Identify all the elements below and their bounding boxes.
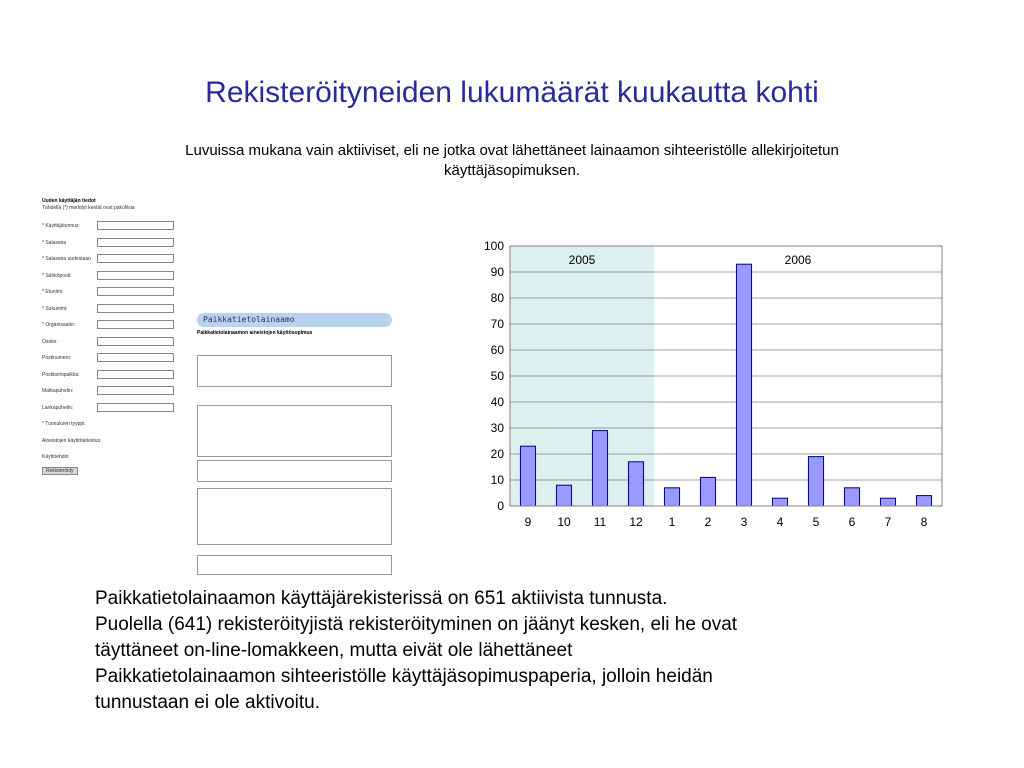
agreement-form-image (195, 310, 400, 585)
bar (628, 462, 643, 506)
y-tick-label: 10 (490, 473, 504, 487)
x-tick-label: 3 (740, 515, 748, 529)
x-tick-label: 2 (704, 515, 712, 529)
y-tick-label: 60 (490, 343, 504, 357)
bar (844, 488, 859, 506)
y-tick-label: 50 (490, 369, 504, 383)
form-field-label: Aineistojen käyttötarkoitus: (42, 437, 102, 444)
form-field-input (97, 287, 174, 296)
form-field-label: * Salasana (42, 239, 67, 246)
form-field-input (97, 320, 174, 329)
description-line-2: Puolella (641) rekisteröityjistä rekisteröityminen on jäänyt kesken, eli he ovat (95, 614, 738, 635)
form-heading: Uuden käyttäjän tiedot (42, 198, 96, 204)
form-field-input (97, 370, 174, 379)
y-tick-label: 90 (490, 265, 504, 279)
x-tick-label: 1 (668, 515, 676, 529)
x-tick-label: 8 (920, 515, 928, 529)
form-field-input (97, 337, 174, 346)
y-tick-label: 100 (483, 239, 504, 253)
form-field-label: * Sähköposti: (42, 272, 72, 279)
form-field-input (97, 353, 174, 362)
form-field-label: Matkapuhelin: (42, 388, 74, 394)
register-button: Rekisteröidy (42, 467, 78, 475)
bar (808, 457, 823, 506)
bar (772, 498, 787, 506)
form-note: Tähdellä (*) merkityt kentät ovat pakollisia (42, 205, 135, 211)
agreement-footer (197, 555, 392, 575)
form-field-input (97, 403, 174, 412)
y-tick-label: 80 (490, 291, 504, 305)
form-field-label: Käyttöehdot (42, 454, 69, 460)
period-label: 2006 (784, 253, 812, 267)
bar (880, 498, 895, 506)
x-tick-label: 9 (524, 515, 532, 529)
form-field-label: * Organisaatio: (42, 322, 76, 328)
x-tick-label: 7 (884, 515, 892, 529)
agreement-purpose-box (197, 405, 392, 457)
agreement-table (197, 355, 392, 387)
bar (736, 264, 751, 506)
x-tick-label: 5 (812, 515, 820, 529)
form-field-input (97, 221, 174, 230)
description-line-1: Paikkatietolainaamon käyttäjärekisterissä on 651 aktiivista tunnusta. (95, 588, 668, 609)
form-field-label: * Etunimi: (42, 289, 64, 295)
agreement-header: Paikkatietolainaamo (197, 313, 392, 327)
form-field-label: * Sukunimi: (42, 305, 68, 312)
description-line-4: Paikkatietolainaamon sihteeristölle käyttäjäsopimuspaperia, jolloin heidän (95, 666, 713, 687)
agreement-signature-table (197, 488, 392, 545)
form-field-input (97, 254, 174, 263)
bar (664, 488, 679, 506)
bar (592, 431, 607, 506)
form-field-label: Postinumero: (42, 355, 72, 361)
y-tick-label: 0 (497, 499, 504, 513)
form-field-label: * Salasana uudestaan (42, 256, 91, 262)
description-line-3: täyttäneet on-line-lomakkeen, mutta eivät ole lähettäneet (95, 640, 573, 661)
registration-form-image (40, 195, 200, 478)
form-field-input (97, 386, 174, 395)
bar (520, 446, 535, 506)
agreement-title: Paikkatietolainaamon aineistojen käyttösopimus (197, 330, 313, 336)
slide-subtitle: Luvuissa mukana vain aktiiviset, eli ne jotka ovat lähettäneet lainaamon sihteeristölle allekirjoitetun käyttäjäsopimuksen. (185, 142, 839, 179)
form-field-label: * Tunnuksen tyyppi: (42, 421, 86, 427)
x-tick-label: 10 (557, 515, 571, 529)
registrations-bar-chart (480, 238, 950, 538)
form-field-label: Postitoimipaikka: (42, 371, 80, 378)
bar (700, 477, 715, 506)
slide-title: Rekisteröityneiden lukumäärät kuukautta kohti (205, 76, 819, 109)
agreement-terms-box (197, 460, 392, 482)
x-tick-label: 12 (629, 515, 643, 529)
bar (556, 485, 571, 506)
x-tick-label: 6 (848, 515, 856, 529)
form-field-label: Osoite: (42, 338, 58, 345)
description-line-5: tunnustaan ei ole aktivoitu. (95, 692, 320, 713)
x-tick-label: 11 (593, 515, 607, 529)
form-field-label: Lankapuhelin: (42, 404, 74, 411)
y-tick-label: 40 (490, 395, 504, 409)
form-field-input (97, 238, 174, 247)
description (95, 586, 895, 716)
form-field-input (97, 304, 174, 313)
form-screenshots (40, 195, 410, 585)
form-field-input (97, 271, 174, 280)
y-tick-label: 70 (490, 317, 504, 331)
bar (916, 496, 931, 506)
x-tick-label: 4 (776, 515, 784, 529)
period-label: 2005 (568, 253, 596, 267)
y-tick-label: 30 (490, 421, 504, 435)
y-tick-label: 20 (490, 447, 504, 461)
form-field-label: * Käyttäjätunnus: (42, 223, 80, 229)
